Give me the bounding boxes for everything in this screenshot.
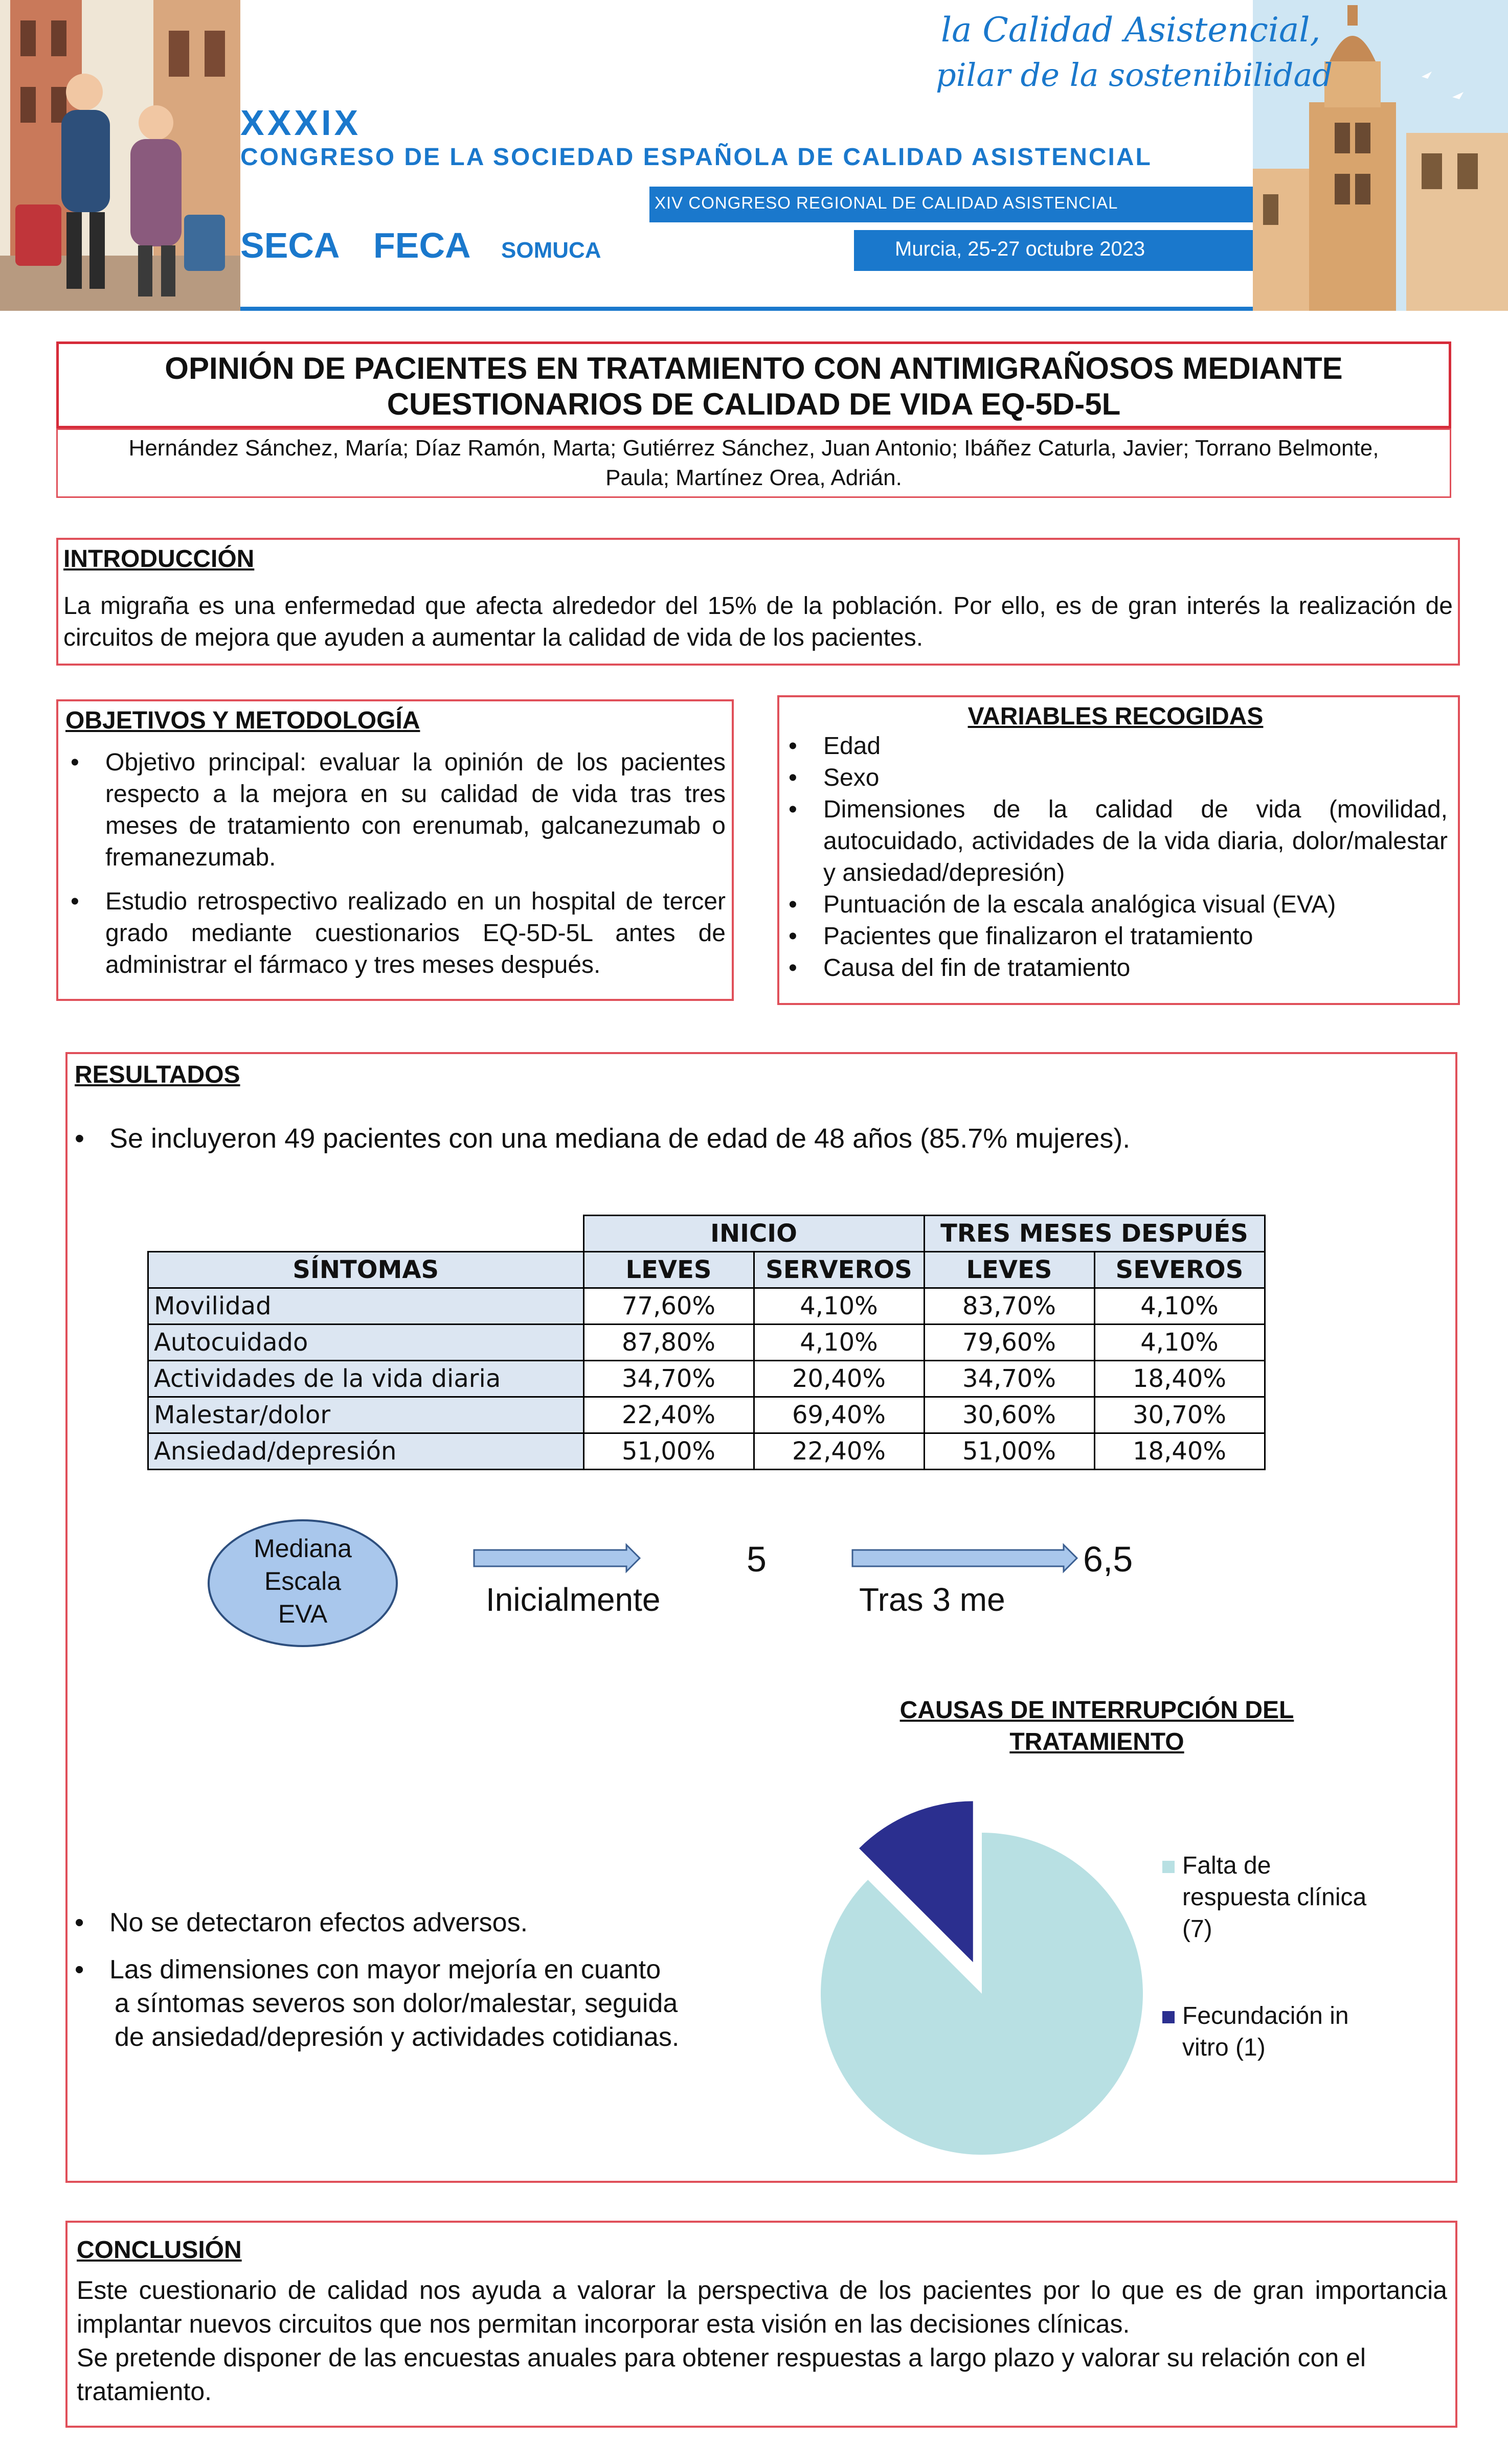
table-row	[148, 1433, 1265, 1470]
table-cell: 77,60%	[583, 1288, 754, 1325]
table-group-header-row	[148, 1216, 1265, 1252]
eva-label-initial: Inicialmente	[486, 1581, 661, 1618]
table-row	[148, 1361, 1265, 1397]
table-cell: 87,80%	[583, 1325, 754, 1361]
resultados-heading: RESULTADOS	[75, 1061, 240, 1088]
legend-swatch-2	[1162, 2011, 1175, 2023]
table-cell-symptom: Movilidad	[148, 1288, 584, 1325]
table-cell: 51,00%	[924, 1433, 1094, 1470]
symptoms-table	[147, 1215, 1266, 1470]
bullet3-line3: de ansiedad/depresión y actividades cotidianas.	[115, 2022, 680, 2052]
banner-roman-numeral: XXXIX	[240, 103, 362, 143]
table-header-row	[148, 1252, 1265, 1288]
poster-title-line2: CUESTIONARIOS DE CALIDAD DE VIDA EQ-5D-5L	[387, 387, 1121, 421]
table-cell-symptom: Malestar/dolor	[148, 1397, 584, 1433]
authors-line1: Hernández Sánchez, María; Díaz Ramón, Marta; Gutiérrez Sánchez, Juan Antonio; Ibáñez Caturla, Javier; Torrano Belmonte,	[128, 436, 1379, 461]
table-row	[148, 1325, 1265, 1361]
legend-label-2b: vitro (1)	[1182, 2034, 1266, 2061]
table-header-sintomas: SÍNTOMAS	[148, 1252, 584, 1288]
bullet3-line2: a síntomas severos son dolor/malestar, seguida	[115, 1989, 678, 2018]
arrow-right-icon	[852, 1545, 1077, 1571]
table-cell-symptom: Ansiedad/depresión	[148, 1433, 584, 1470]
eva-oval-text-2: Escala	[264, 1567, 342, 1595]
variables-item: • Sexo	[783, 762, 1448, 794]
objetivos-item: • Estudio retrospectivo realizado en un hospital de tercer grado mediante cuestionarios EQ-5D-5L antes de administrar el fármaco y tres meses después.	[65, 886, 726, 981]
objetivos-heading: OBJETIVOS Y METODOLOGÍA	[65, 707, 420, 734]
table-cell: 22,40%	[754, 1433, 924, 1470]
table-cell: 4,10%	[754, 1288, 924, 1325]
eva-value-after: 6,5	[1083, 1539, 1133, 1579]
variables-heading: VARIABLES RECOGIDAS	[967, 703, 1264, 730]
table-cell-symptom: Actividades de la vida diaria	[148, 1361, 584, 1397]
variables-item: • Dimensiones de la calidad de vida (movilidad, autocuidado, actividades de la vida diaria, dolor/malestar y ansiedad/depresión)	[783, 794, 1448, 889]
table-group-tres-meses: TRES MESES DESPUÉS	[924, 1216, 1265, 1252]
legend-label-2a: Fecundación in	[1182, 2002, 1349, 2029]
legend-label-1b: respuesta clínica	[1182, 1884, 1367, 1911]
table-cell-symptom: Autocuidado	[148, 1325, 584, 1361]
conclusion-text-1: Este cuestionario de calidad nos ayuda a valorar la perspectiva de los pacientes por lo que es de gran importancia implantar nuevos circuitos que nos permitan incorporar esta visión en las decisiones clínicas.	[77, 2276, 1447, 2338]
table-cell: 4,10%	[754, 1325, 924, 1361]
travelers-illustration	[0, 0, 240, 311]
variables-section	[777, 695, 1460, 1005]
table-header-leves: LEVES	[924, 1252, 1094, 1288]
table-cell: 83,70%	[924, 1288, 1094, 1325]
authors-line2: Paula; Martínez Orea, Adrián.	[605, 465, 902, 490]
table-cell: 34,70%	[583, 1361, 754, 1397]
arrow-right-icon	[474, 1545, 640, 1571]
chart-title-line2: TRATAMIENTO	[1009, 1728, 1184, 1755]
table-cell: 4,10%	[1094, 1325, 1265, 1361]
intro-text: La migraña es una enfermedad que afecta alrededor del 15% de la población. Por ello, es de gran interés la realización de circuitos de mejora que ayuden a aumentar la calidad de vida de los pacientes.	[63, 592, 1453, 651]
variables-item: • Puntuación de la escala analógica visual (EVA)	[783, 889, 1448, 921]
table-cell: 51,00%	[583, 1433, 754, 1470]
banner-slogan-2: pilar de la sostenibilidad	[936, 56, 1333, 94]
table-row	[148, 1397, 1265, 1433]
banner-illustration-left	[0, 0, 240, 311]
variables-item: • Edad	[783, 731, 1448, 762]
table-cell: 30,70%	[1094, 1397, 1265, 1433]
interruption-pie-chart	[818, 1779, 1145, 2157]
table-header-leves: LEVES	[583, 1252, 754, 1288]
table-cell: 4,10%	[1094, 1288, 1265, 1325]
arrow-after	[851, 1543, 1079, 1573]
eva-oval-text-3: EVA	[278, 1600, 328, 1628]
eva-value-initial: 5	[747, 1539, 767, 1579]
table-cell: 18,40%	[1094, 1361, 1265, 1397]
table-cell: 30,60%	[924, 1397, 1094, 1433]
banner-date: Murcia, 25-27 octubre 2023	[895, 238, 1145, 260]
objetivos-item: • Objetivo principal: evaluar la opinión de los pacientes respecto a la mejora en su calidad de vida tras tres meses de tratamiento con erenumab, galcanezumab o fremanezumab.	[65, 747, 726, 874]
table-cell: 20,40%	[754, 1361, 924, 1397]
resultados-bullet-1: • Se incluyeron 49 pacientes con una mediana de edad de 48 años (85.7% mujeres).	[70, 1123, 1399, 1154]
somuca-logo: SOMUCA	[501, 238, 601, 263]
objetivos-list	[65, 747, 726, 981]
eva-oval-text-1: Mediana	[254, 1534, 352, 1563]
eva-label-after: Tras 3 me	[859, 1581, 1005, 1618]
table-header-severos: SEVEROS	[1094, 1252, 1265, 1288]
table-empty-corner	[148, 1216, 584, 1252]
table-group-inicio: INICIO	[583, 1216, 924, 1252]
resultados-bullet-3	[70, 1953, 796, 2054]
bullet3-line1: • Las dimensiones con mayor mejoría en cuanto	[109, 1955, 661, 1984]
banner-congress-title: CONGRESO DE LA SOCIEDAD ESPAÑOLA DE CALIDAD ASISTENCIAL	[240, 144, 1152, 171]
feca-logo: FECA	[373, 225, 471, 265]
arrow-initial	[473, 1543, 642, 1573]
conclusion-section	[65, 2221, 1457, 2428]
seca-logo: SECA	[240, 225, 340, 265]
resultados-bullet-list-2	[70, 1906, 796, 2054]
table-cell: 22,40%	[583, 1397, 754, 1433]
chart-title-line1: CAUSAS DE INTERRUPCIÓN DEL	[899, 1697, 1294, 1724]
intro-heading: INTRODUCCIÓN	[63, 545, 255, 573]
pie-slice-falta-respuesta	[821, 1833, 1143, 2155]
variables-list	[783, 731, 1448, 984]
intro-section	[56, 538, 1460, 666]
conclusion-heading: CONCLUSIÓN	[77, 2237, 242, 2264]
table-row	[148, 1288, 1265, 1325]
variables-item: • Causa del fin de tratamiento	[783, 952, 1448, 984]
resultados-bullet-list	[70, 1123, 1399, 1154]
legend-swatch-1	[1162, 1861, 1175, 1873]
objetivos-section	[56, 699, 734, 1001]
banner-regional-title: XIV CONGRESO REGIONAL DE CALIDAD ASISTENCIAL	[655, 193, 1118, 212]
table-header-severos: SERVEROS	[754, 1252, 924, 1288]
poster-title-line1: OPINIÓN DE PACIENTES EN TRATAMIENTO CON ANTIMIGRAÑOSOS MEDIANTE	[165, 351, 1343, 385]
banner-slogan-1: la Calidad Asistencial,	[941, 10, 1321, 50]
conclusion-text-2: Se pretende disponer de las encuestas anuales para obtener respuestas a largo plazo y valorar su relación con el tratamiento.	[77, 2343, 1366, 2406]
table-cell: 34,70%	[924, 1361, 1094, 1397]
resultados-bullet-2: • No se detectaron efectos adversos.	[70, 1906, 796, 1940]
variables-item: • Pacientes que finalizaron el tratamiento	[783, 921, 1448, 952]
legend-label-1a: Falta de	[1182, 1852, 1271, 1879]
table-cell: 18,40%	[1094, 1433, 1265, 1470]
banner-title-area	[240, 0, 1333, 311]
legend-label-1c: (7)	[1182, 1915, 1212, 1943]
table-cell: 79,60%	[924, 1325, 1094, 1361]
table-cell: 69,40%	[754, 1397, 924, 1433]
